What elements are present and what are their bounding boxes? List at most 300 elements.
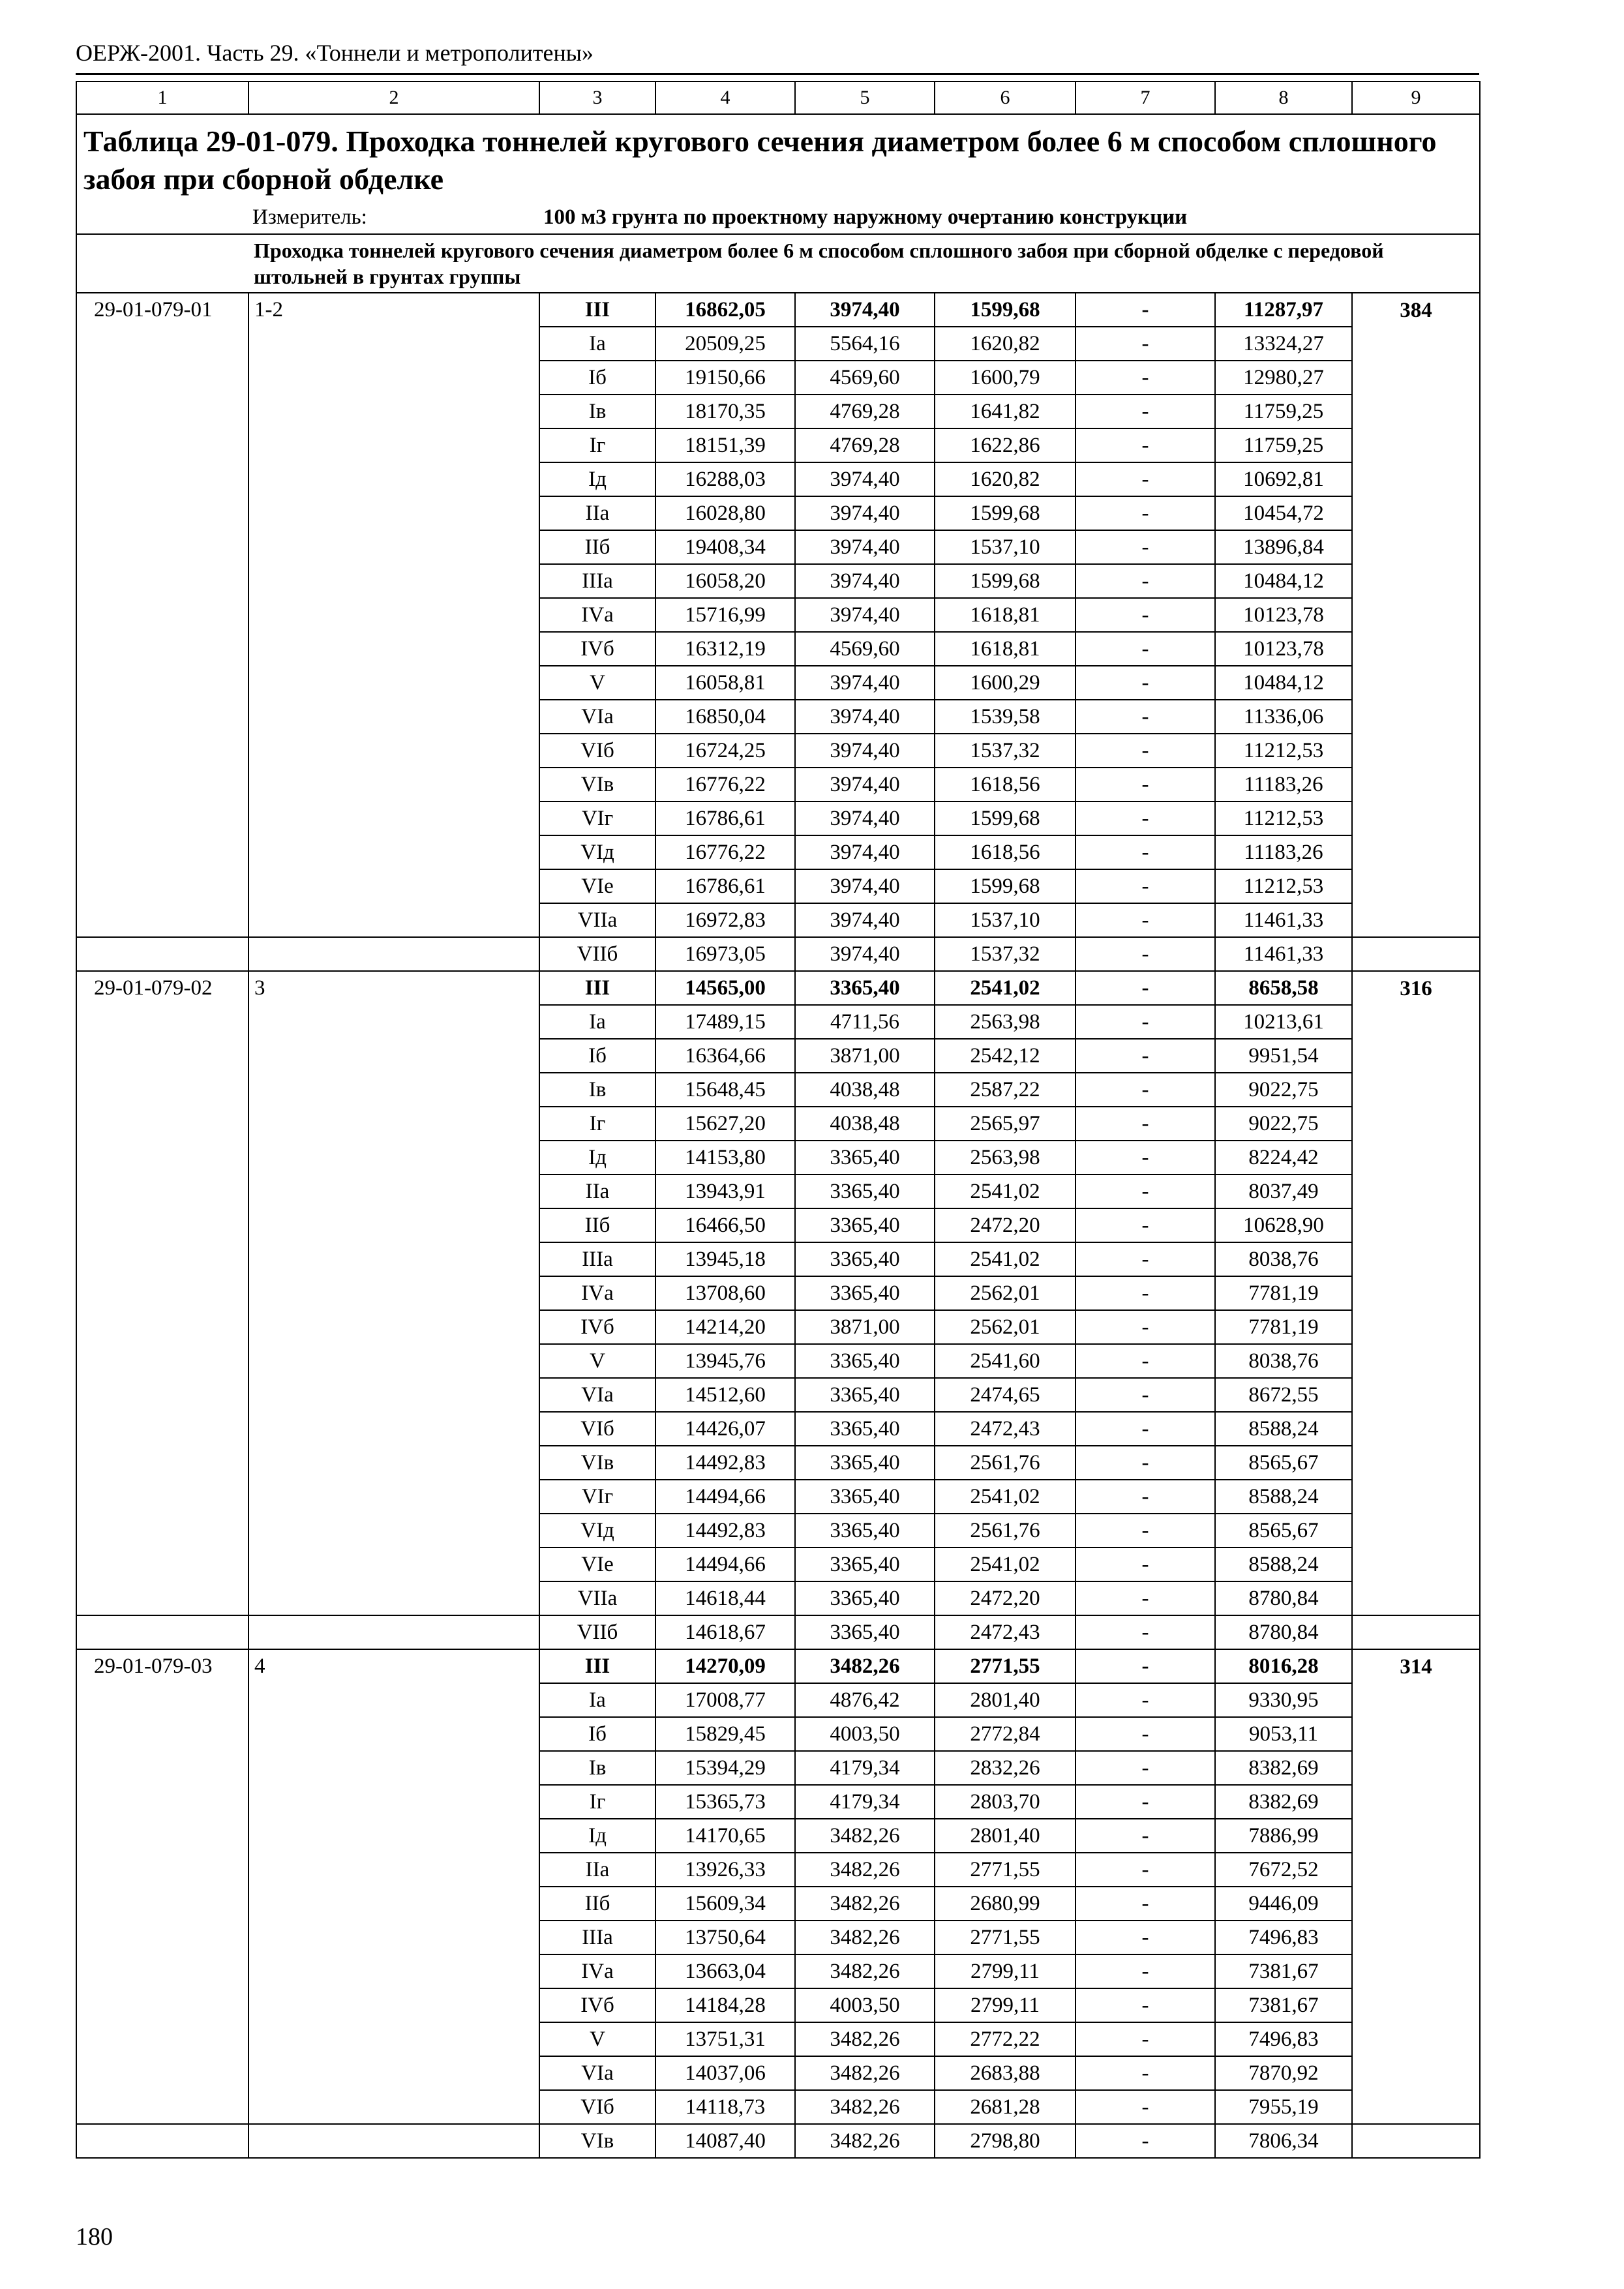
blank-cell [248, 1548, 539, 1581]
labor-cost-cell: 3365,40 [795, 1208, 935, 1242]
blank-cell [1352, 1548, 1480, 1581]
direct-cost-cell: 16364,66 [655, 1039, 795, 1073]
machine-cost-cell: 1599,68 [935, 564, 1075, 598]
direct-cost-cell: 19150,66 [655, 361, 795, 395]
soil-class-cell: Iг [539, 428, 655, 462]
table-row [76, 666, 1480, 700]
direct-cost-cell: 14512,60 [655, 1378, 795, 1412]
machine-cost-cell: 2683,88 [935, 2056, 1075, 2090]
blank-cell [248, 1073, 539, 1107]
operator-wage-cell: - [1075, 2090, 1215, 2124]
soil-class-cell: IVа [539, 598, 655, 632]
material-cost-cell: 11212,53 [1215, 801, 1352, 835]
blank-cell [248, 1887, 539, 1921]
operator-wage-cell: - [1075, 1005, 1215, 1039]
material-cost-cell: 11212,53 [1215, 734, 1352, 768]
machine-cost-cell: 1599,68 [935, 293, 1075, 327]
direct-cost-cell: 13751,31 [655, 2022, 795, 2056]
machine-cost-cell: 2799,11 [935, 1988, 1075, 2022]
blank-cell [76, 1141, 248, 1174]
blank-cell [248, 530, 539, 564]
material-cost-cell: 7781,19 [1215, 1310, 1352, 1344]
soil-class-cell: Iа [539, 1005, 655, 1039]
material-cost-cell: 7806,34 [1215, 2124, 1352, 2158]
operator-wage-cell: - [1075, 1107, 1215, 1141]
table-row [76, 1785, 1480, 1819]
operator-wage-cell: - [1075, 1141, 1215, 1174]
subtitle-row [76, 234, 1480, 293]
blank-cell [248, 1480, 539, 1514]
operator-wage-cell: - [1075, 496, 1215, 530]
labor-cost-cell: 3974,40 [795, 700, 935, 734]
direct-cost-cell: 17489,15 [655, 1005, 795, 1039]
direct-cost-cell: 16862,05 [655, 293, 795, 327]
direct-cost-cell: 14214,20 [655, 1310, 795, 1344]
soil-class-cell: VIг [539, 1480, 655, 1514]
material-cost-cell: 8565,67 [1215, 1446, 1352, 1480]
subtitle-spacer [76, 234, 248, 293]
labor-cost-cell: 3365,40 [795, 1276, 935, 1310]
material-cost-cell: 7381,67 [1215, 1988, 1352, 2022]
table-row [76, 971, 1480, 1005]
blank-cell [1352, 361, 1480, 395]
machine-cost-cell: 2472,20 [935, 1208, 1075, 1242]
direct-cost-cell: 14494,66 [655, 1548, 795, 1581]
machine-cost-cell: 1537,32 [935, 734, 1075, 768]
soil-class-cell: IVа [539, 1954, 655, 1988]
table-row [76, 395, 1480, 428]
labor-cost-cell: 3365,40 [795, 1412, 935, 1446]
blank-cell [248, 1412, 539, 1446]
table-row [76, 1480, 1480, 1514]
machine-cost-cell: 2803,70 [935, 1785, 1075, 1819]
machine-cost-cell: 2541,60 [935, 1344, 1075, 1378]
soil-class-cell: Iг [539, 1107, 655, 1141]
material-cost-cell: 11183,26 [1215, 835, 1352, 869]
operator-wage-cell: - [1075, 1649, 1215, 1683]
direct-cost-cell: 16058,20 [655, 564, 795, 598]
soil-class-cell: VIб [539, 734, 655, 768]
table-row [76, 1988, 1480, 2022]
blank-cell [248, 1785, 539, 1819]
direct-cost-cell: 16288,03 [655, 462, 795, 496]
direct-cost-cell: 14426,07 [655, 1412, 795, 1446]
blank-cell [1352, 1751, 1480, 1785]
machine-cost-cell: 2587,22 [935, 1073, 1075, 1107]
blank-cell [76, 937, 248, 971]
machine-cost-cell: 2771,55 [935, 1921, 1075, 1954]
blank-cell [248, 1581, 539, 1615]
machine-cost-cell: 1537,32 [935, 937, 1075, 971]
table-row [76, 1039, 1480, 1073]
table-row [76, 1446, 1480, 1480]
blank-cell [76, 428, 248, 462]
labor-cost-cell: 3974,40 [795, 666, 935, 700]
labor-cost-cell: 4569,60 [795, 632, 935, 666]
direct-cost-cell: 16786,61 [655, 869, 795, 903]
blank-cell [76, 1887, 248, 1921]
table-row [76, 2056, 1480, 2090]
labor-cost-cell: 3482,26 [795, 1649, 935, 1683]
soil-class-cell: IVб [539, 1988, 655, 2022]
operator-wage-cell: - [1075, 1954, 1215, 1988]
operator-wage-cell: - [1075, 768, 1215, 801]
machine-cost-cell: 1620,82 [935, 462, 1075, 496]
soil-class-cell: VIа [539, 700, 655, 734]
operator-wage-cell: - [1075, 1480, 1215, 1514]
blank-cell [248, 564, 539, 598]
operator-wage-cell: - [1075, 1378, 1215, 1412]
direct-cost-cell: 14270,09 [655, 1649, 795, 1683]
rate-code-cell: 29-01-079-03 [76, 1649, 248, 1683]
soil-class-cell: III [539, 971, 655, 1005]
blank-cell [248, 361, 539, 395]
rate-code-cell: 29-01-079-01 [76, 293, 248, 327]
blank-cell [1352, 1242, 1480, 1276]
labor-cost-cell: 4003,50 [795, 1717, 935, 1751]
soil-class-cell: IIIа [539, 564, 655, 598]
blank-cell [76, 2090, 248, 2124]
labor-cost-cell: 4038,48 [795, 1107, 935, 1141]
labor-cost-cell: 3365,40 [795, 1344, 935, 1378]
material-cost-cell: 11461,33 [1215, 903, 1352, 937]
material-cost-cell: 8016,28 [1215, 1649, 1352, 1683]
table-row [76, 1344, 1480, 1378]
table-row [76, 496, 1480, 530]
blank-cell [76, 869, 248, 903]
blank-cell [76, 327, 248, 361]
table-row [76, 768, 1480, 801]
operator-wage-cell: - [1075, 1310, 1215, 1344]
direct-cost-cell: 13708,60 [655, 1276, 795, 1310]
soil-class-cell: IIIа [539, 1242, 655, 1276]
soil-class-cell: IVа [539, 1276, 655, 1310]
labor-cost-cell: 3482,26 [795, 2090, 935, 2124]
blank-cell [76, 395, 248, 428]
table-row [76, 1683, 1480, 1717]
operator-wage-cell: - [1075, 903, 1215, 937]
operator-wage-cell: - [1075, 1785, 1215, 1819]
measure-label: Измеритель: [248, 201, 539, 234]
blank-cell [1352, 2090, 1480, 2124]
blank-cell [248, 903, 539, 937]
labor-cost-cell: 3365,40 [795, 1615, 935, 1649]
material-cost-cell: 8672,55 [1215, 1378, 1352, 1412]
blank-cell [1352, 1107, 1480, 1141]
blank-cell [248, 1310, 539, 1344]
table-row [76, 869, 1480, 903]
material-cost-cell: 11759,25 [1215, 428, 1352, 462]
column-number: 2 [248, 82, 539, 114]
direct-cost-cell: 14618,67 [655, 1615, 795, 1649]
blank-cell [248, 1751, 539, 1785]
direct-cost-cell: 16466,50 [655, 1208, 795, 1242]
price-table [76, 81, 1481, 2159]
operator-wage-cell: - [1075, 530, 1215, 564]
table-row [76, 462, 1480, 496]
labor-cost-cell: 3365,40 [795, 1141, 935, 1174]
blank-cell [248, 835, 539, 869]
blank-cell [1352, 937, 1480, 971]
blank-cell [1352, 666, 1480, 700]
material-cost-cell: 8565,67 [1215, 1514, 1352, 1548]
blank-cell [1352, 1514, 1480, 1548]
soil-class-cell: IIа [539, 1174, 655, 1208]
machine-cost-cell: 1620,82 [935, 327, 1075, 361]
blank-cell [248, 2022, 539, 2056]
blank-cell [76, 2022, 248, 2056]
blank-cell [248, 2124, 539, 2158]
material-cost-cell: 10454,72 [1215, 496, 1352, 530]
blank-cell [248, 1988, 539, 2022]
machine-cost-cell: 2771,55 [935, 1649, 1075, 1683]
labor-cost-cell: 3365,40 [795, 1174, 935, 1208]
soil-class-cell: VIIа [539, 903, 655, 937]
labor-cost-cell: 3974,40 [795, 293, 935, 327]
table-row [76, 801, 1480, 835]
direct-cost-cell: 16850,04 [655, 700, 795, 734]
labor-cost-cell: 4876,42 [795, 1683, 935, 1717]
labor-cost-cell: 4038,48 [795, 1073, 935, 1107]
table-row [76, 2090, 1480, 2124]
measure-row [76, 201, 1480, 234]
blank-cell [1352, 564, 1480, 598]
blank-cell [1352, 327, 1480, 361]
blank-cell [248, 1921, 539, 1954]
soil-class-cell: VIв [539, 2124, 655, 2158]
soil-class-cell: VIд [539, 1514, 655, 1548]
material-cost-cell: 7870,92 [1215, 2056, 1352, 2090]
direct-cost-cell: 20509,25 [655, 327, 795, 361]
blank-cell [248, 1039, 539, 1073]
material-cost-cell: 8588,24 [1215, 1412, 1352, 1446]
operator-wage-cell: - [1075, 428, 1215, 462]
table-row [76, 361, 1480, 395]
measure-spacer [76, 201, 248, 234]
labor-cost-cell: 5564,16 [795, 327, 935, 361]
direct-cost-cell: 16724,25 [655, 734, 795, 768]
operator-wage-cell: - [1075, 1887, 1215, 1921]
blank-cell [1352, 1954, 1480, 1988]
machine-cost-cell: 1600,79 [935, 361, 1075, 395]
table-row [76, 2022, 1480, 2056]
material-cost-cell: 8038,76 [1215, 1242, 1352, 1276]
operator-wage-cell: - [1075, 1717, 1215, 1751]
material-cost-cell: 8588,24 [1215, 1548, 1352, 1581]
blank-cell [1352, 835, 1480, 869]
direct-cost-cell: 16312,19 [655, 632, 795, 666]
direct-cost-cell: 15829,45 [655, 1717, 795, 1751]
soil-class-cell: VIе [539, 869, 655, 903]
soil-class-cell: VIв [539, 1446, 655, 1480]
table-row [76, 1073, 1480, 1107]
material-cost-cell: 8037,49 [1215, 1174, 1352, 1208]
direct-cost-cell: 13750,64 [655, 1921, 795, 1954]
blank-cell [248, 1344, 539, 1378]
table-row [76, 1887, 1480, 1921]
direct-cost-cell: 16028,80 [655, 496, 795, 530]
direct-cost-cell: 14492,83 [655, 1514, 795, 1548]
page-number: 180 [76, 2223, 113, 2251]
blank-cell [76, 734, 248, 768]
column-number-row [76, 82, 1480, 114]
soil-class-cell: Iа [539, 327, 655, 361]
operator-wage-cell: - [1075, 1412, 1215, 1446]
blank-cell [1352, 1344, 1480, 1378]
blank-cell [76, 1310, 248, 1344]
operator-wage-cell: - [1075, 835, 1215, 869]
material-cost-cell: 8588,24 [1215, 1480, 1352, 1514]
column-number: 7 [1075, 82, 1215, 114]
direct-cost-cell: 15394,29 [655, 1751, 795, 1785]
labor-hours-cell: 314 [1352, 1649, 1480, 1683]
blank-cell [76, 835, 248, 869]
table-row [76, 700, 1480, 734]
direct-cost-cell: 13945,18 [655, 1242, 795, 1276]
material-cost-cell: 10123,78 [1215, 632, 1352, 666]
soil-class-cell: VIб [539, 2090, 655, 2124]
blank-cell [76, 801, 248, 835]
labor-cost-cell: 3365,40 [795, 1242, 935, 1276]
machine-cost-cell: 2472,43 [935, 1412, 1075, 1446]
blank-cell [76, 462, 248, 496]
blank-cell [248, 1174, 539, 1208]
blank-cell [248, 1208, 539, 1242]
table-row [76, 903, 1480, 937]
labor-cost-cell: 4769,28 [795, 428, 935, 462]
soil-class-cell: IIIа [539, 1921, 655, 1954]
operator-wage-cell: - [1075, 1514, 1215, 1548]
blank-cell [76, 1751, 248, 1785]
blank-cell [1352, 1073, 1480, 1107]
machine-cost-cell: 1618,81 [935, 598, 1075, 632]
table-row [76, 1005, 1480, 1039]
blank-cell [248, 1819, 539, 1853]
operator-wage-cell: - [1075, 971, 1215, 1005]
blank-cell [1352, 1039, 1480, 1073]
blank-cell [1352, 1208, 1480, 1242]
direct-cost-cell: 17008,77 [655, 1683, 795, 1717]
soil-class-cell: III [539, 293, 655, 327]
labor-cost-cell: 3365,40 [795, 1446, 935, 1480]
labor-cost-cell: 4179,34 [795, 1751, 935, 1785]
material-cost-cell: 13896,84 [1215, 530, 1352, 564]
labor-cost-cell: 3974,40 [795, 598, 935, 632]
operator-wage-cell: - [1075, 937, 1215, 971]
material-cost-cell: 8382,69 [1215, 1751, 1352, 1785]
table-row [76, 1581, 1480, 1615]
machine-cost-cell: 2681,28 [935, 2090, 1075, 2124]
direct-cost-cell: 16973,05 [655, 937, 795, 971]
blank-cell [76, 1785, 248, 1819]
blank-cell [248, 1514, 539, 1548]
machine-cost-cell: 1599,68 [935, 496, 1075, 530]
blank-cell [76, 1242, 248, 1276]
table-row [76, 1954, 1480, 1988]
machine-cost-cell: 2680,99 [935, 1887, 1075, 1921]
operator-wage-cell: - [1075, 1683, 1215, 1717]
blank-cell [1352, 2124, 1480, 2158]
blank-cell [1352, 903, 1480, 937]
column-number: 1 [76, 82, 248, 114]
machine-cost-cell: 2798,80 [935, 2124, 1075, 2158]
operator-wage-cell: - [1075, 1276, 1215, 1310]
blank-cell [1352, 1921, 1480, 1954]
direct-cost-cell: 15365,73 [655, 1785, 795, 1819]
operator-wage-cell: - [1075, 1242, 1215, 1276]
operator-wage-cell: - [1075, 1988, 1215, 2022]
machine-cost-cell: 2801,40 [935, 1683, 1075, 1717]
labor-cost-cell: 3974,40 [795, 937, 935, 971]
blank-cell [76, 1344, 248, 1378]
blank-cell [76, 632, 248, 666]
blank-cell [248, 768, 539, 801]
blank-cell [248, 1954, 539, 1988]
material-cost-cell: 10484,12 [1215, 666, 1352, 700]
blank-cell [1352, 530, 1480, 564]
material-cost-cell: 11183,26 [1215, 768, 1352, 801]
table-row [76, 632, 1480, 666]
blank-cell [76, 1276, 248, 1310]
direct-cost-cell: 13663,04 [655, 1954, 795, 1988]
labor-cost-cell: 3365,40 [795, 1581, 935, 1615]
blank-cell [248, 598, 539, 632]
blank-cell [76, 903, 248, 937]
table-row [76, 835, 1480, 869]
machine-cost-cell: 1537,10 [935, 530, 1075, 564]
table-subtitle: Проходка тоннелей кругового сечения диаметром более 6 м способом сплошного забоя при сборной обделке с передовой штольней в грунтах группы [248, 234, 1480, 293]
direct-cost-cell: 13943,91 [655, 1174, 795, 1208]
soil-class-cell: VIе [539, 1548, 655, 1581]
blank-cell [248, 327, 539, 361]
blank-cell [76, 1208, 248, 1242]
header-rule [76, 73, 1479, 75]
soil-class-cell: VIIб [539, 937, 655, 971]
operator-wage-cell: - [1075, 1819, 1215, 1853]
blank-cell [1352, 1412, 1480, 1446]
labor-cost-cell: 3974,40 [795, 734, 935, 768]
machine-cost-cell: 2772,22 [935, 2022, 1075, 2056]
blank-cell [248, 1107, 539, 1141]
machine-cost-cell: 1599,68 [935, 801, 1075, 835]
soil-class-cell: VIв [539, 768, 655, 801]
material-cost-cell: 11461,33 [1215, 937, 1352, 971]
blank-cell [76, 564, 248, 598]
labor-cost-cell: 4769,28 [795, 395, 935, 428]
direct-cost-cell: 14087,40 [655, 2124, 795, 2158]
machine-cost-cell: 2561,76 [935, 1514, 1075, 1548]
column-number: 5 [795, 82, 935, 114]
labor-cost-cell: 3482,26 [795, 1853, 935, 1887]
material-cost-cell: 10123,78 [1215, 598, 1352, 632]
labor-cost-cell: 3482,26 [795, 1921, 935, 1954]
blank-cell [1352, 2022, 1480, 2056]
labor-cost-cell: 3974,40 [795, 768, 935, 801]
blank-cell [248, 632, 539, 666]
material-cost-cell: 11759,25 [1215, 395, 1352, 428]
soil-class-cell: Iа [539, 1683, 655, 1717]
direct-cost-cell: 16786,61 [655, 801, 795, 835]
blank-cell [1352, 598, 1480, 632]
blank-cell [1352, 700, 1480, 734]
operator-wage-cell: - [1075, 632, 1215, 666]
rate-code-cell: 29-01-079-02 [76, 971, 248, 1005]
labor-cost-cell: 3974,40 [795, 530, 935, 564]
material-cost-cell: 7381,67 [1215, 1954, 1352, 1988]
direct-cost-cell: 14618,44 [655, 1581, 795, 1615]
blank-cell [76, 1514, 248, 1548]
direct-cost-cell: 14184,28 [655, 1988, 795, 2022]
